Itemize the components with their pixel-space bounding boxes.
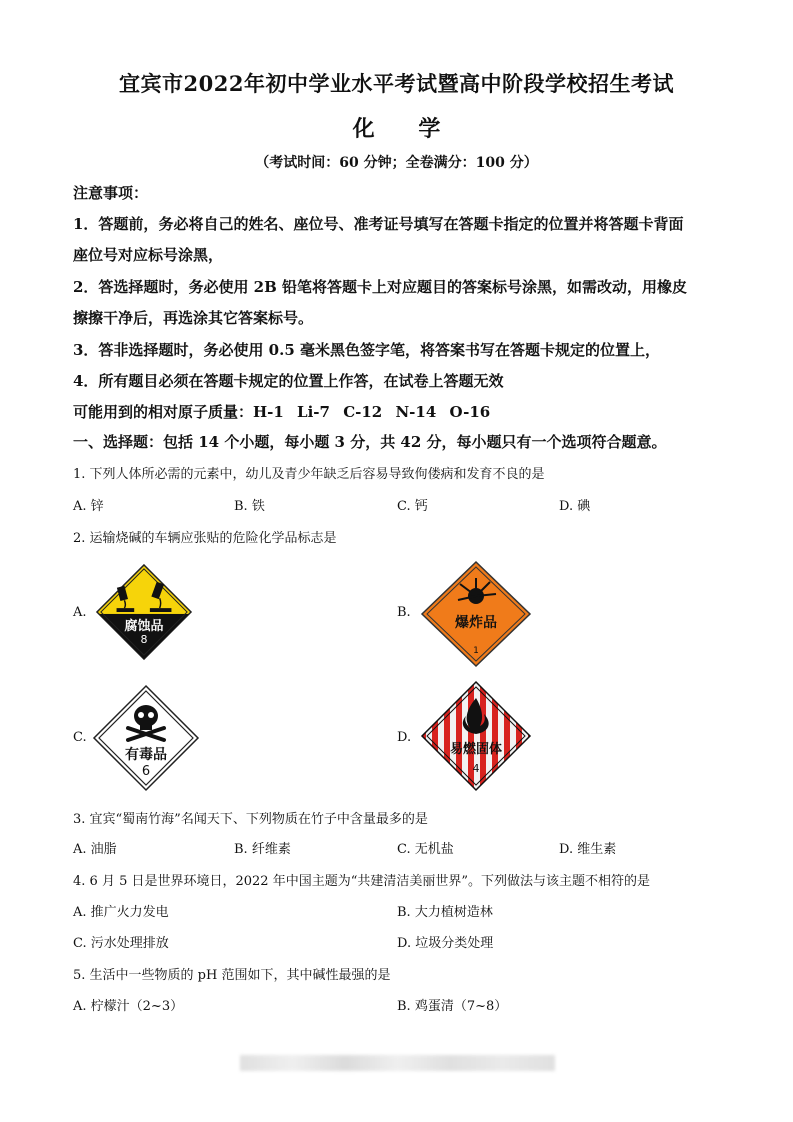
atomic-mass-line: 可能用到的相对原子质量：H-1 Li-7 C-12 N-14 O-16 [73,403,491,421]
exam-info: （考试时间：60 分钟；全卷满分：100 分） [255,155,538,171]
toxic-class-number: 6 [141,764,151,779]
question-2-option-a: A. [73,605,87,620]
subject-title: 化 学 [352,116,459,142]
corrosive-hazard-sign [95,563,193,661]
note-item-3: 3．答非选择题时，务必使用 0.5 毫米黑色签字笔，将答案书写在答题卡规定的位置上， [73,341,660,359]
question-3-option-c: C. 无机盐 [397,842,454,857]
question-5-option-a: A. 柠檬汁（2~3） [73,999,184,1014]
question-3-stem: 3. 宜宾“蜀南竹海”名闻天下、下列物质在竹子中含量最多的是 [73,812,428,827]
flammable-solid-hazard-sign [420,680,532,792]
flammable-label: 易燃固体 [449,742,502,757]
question-1-option-b: B. 铁 [234,499,265,514]
question-3-option-a: A. 油脂 [73,842,117,857]
note-item-1-line-2: 座位号对应标号涂黑， [73,246,224,264]
corrosive-label: 腐蚀品 [124,619,164,634]
toxic-label: 有毒品 [125,747,167,763]
question-2-option-d: D. [397,730,412,745]
question-1-option-c: C. 钙 [397,499,428,514]
question-3-option-d: D. 维生素 [559,842,617,857]
question-4-option-b: B. 大力植树造林 [397,905,493,920]
explosive-class-number: 1 [473,646,479,656]
question-4-option-d: D. 垃圾分类处理 [397,936,494,951]
question-4-stem: 4. 6 月 5 日是世界环境日，2022 年中国主题为“共建清洁美丽世界”。下列做法与该主题不相符的是 [73,874,650,889]
question-2-option-c: C. [73,730,87,745]
note-item-4: 4．所有题目必须在答题卡规定的位置上作答，在试卷上答题无效 [73,372,504,390]
exam-title: 宜宾市2022年初中学业水平考试暨高中阶段学校招生考试 [119,71,674,96]
question-1-option-d: D. 碘 [559,499,591,514]
question-4-option-a: A. 推广火力发电 [73,905,169,920]
explosive-label: 爆炸品 [455,615,497,631]
question-1-option-a: A. 锌 [73,499,104,514]
note-item-2-line-1: 2．答选择题时，务必使用 2B 铅笔将答题卡上对应题目的答案标号涂黑，如需改动，用橡皮 [73,278,688,296]
question-2-stem: 2. 运输烧碱的车辆应张贴的危险化学品标志是 [73,531,337,546]
notes-heading: 注意事项： [73,184,149,202]
note-item-2-line-2: 擦擦干净后，再选涂其它答案标号。 [73,309,314,327]
toxic-hazard-sign [92,684,200,792]
section-heading: 一、选择题：包括 14 个小题，每小题 3 分，共 42 分，每小题只有一个选项符合题意。 [73,433,667,451]
corrosive-class-number: 8 [140,633,148,646]
question-1-stem: 1. 下列人体所必需的元素中，幼儿及青少年缺乏后容易导致佝偻病和发育不良的是 [73,467,545,482]
question-5-option-b: B. 鸡蛋清（7~8） [397,999,508,1014]
blurred-footer-watermark [240,1055,555,1071]
question-5-stem: 5. 生活中一些物质的 pH 范围如下，其中碱性最强的是 [73,968,391,983]
explosive-hazard-sign [420,560,532,668]
question-3-option-b: B. 纤维素 [234,842,291,857]
flammable-class-number: 4 [472,762,480,775]
note-item-1-line-1: 1．答题前，务必将自己的姓名、座位号、准考证号填写在答题卡指定的位置并将答题卡背面 [73,215,684,233]
question-4-option-c: C. 污水处理排放 [73,936,169,951]
question-2-option-b: B. [397,605,411,620]
